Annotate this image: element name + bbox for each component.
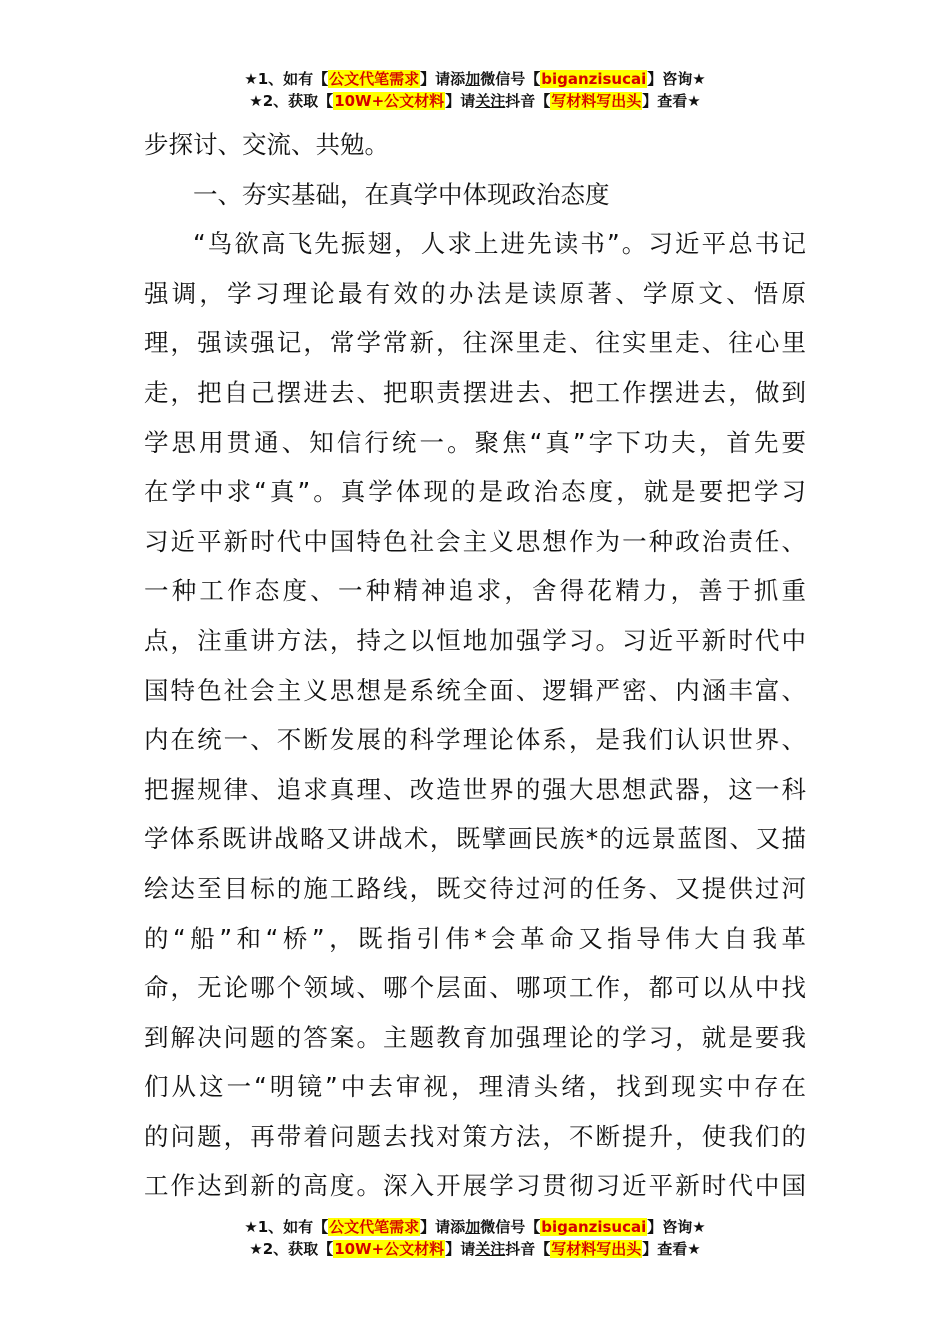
promo-text: 】咨询★ [647, 70, 706, 88]
promo-highlight: 公文代笔需求 [329, 70, 420, 88]
promo-emphasis: 加 [465, 70, 481, 88]
text-line: 绘达至目标的施工路线，既交待过河的任务、又提供过河 [144, 873, 806, 903]
promo-wechat-id: biganzisucai [541, 1218, 647, 1236]
text-line: 的“船”和“桥”，既指引伟*会革命又指导伟大自我革 [144, 923, 806, 953]
text-line: 在学中求“真”。真学体现的是政治态度，就是要把学习 [144, 477, 806, 507]
promo-text: 微信号【 [480, 70, 541, 88]
promo-text: ★2、获取【 [249, 1240, 334, 1258]
promo-text: 】查看★ [642, 92, 701, 110]
promo-text: 抖音【 [505, 92, 551, 110]
text-line: 到解决问题的答案。主题教育加强理论的学习，就是要我 [144, 1022, 806, 1052]
header-promo-banner [0, 68, 950, 112]
promo-text: 】请 [445, 1240, 476, 1258]
promo-text: 】咨询★ [647, 1218, 706, 1236]
promo-text: 微信号【 [480, 1218, 541, 1236]
text-line: 步探讨、交流、共勉。 [144, 130, 389, 159]
section-heading: 一、夯实基础，在真学中体现政治态度 [193, 179, 610, 209]
promo-douyin-id: 写材料写出头 [551, 92, 642, 110]
promo-line-1 [0, 1216, 950, 1238]
promo-text: 抖音【 [505, 1240, 551, 1258]
promo-text: ★2、获取【 [249, 92, 334, 110]
text-line: 习近平新时代中国特色社会主义思想作为一种政治责任、 [144, 526, 806, 556]
text-line: 命，无论哪个领域、哪个层面、哪项工作，都可以从中找 [144, 973, 806, 1003]
footer-promo-banner [0, 1216, 950, 1260]
promo-douyin-id: 写材料写出头 [551, 1240, 642, 1258]
document-body [144, 120, 806, 1211]
text-line: 走，把自己摆进去、把职责摆进去、把工作摆进去，做到 [144, 377, 806, 407]
promo-emphasis: 关注 [475, 1240, 506, 1258]
promo-text: 】请添 [420, 70, 466, 88]
text-line: 工作达到新的高度。深入开展学习贯彻习近平新时代中国 [144, 1171, 806, 1201]
promo-emphasis: 关注 [475, 92, 506, 110]
text-line: 强调，学习理论最有效的办法是读原著、学原文、悟原 [144, 278, 806, 308]
text-line: 学体系既讲战略又讲战术，既擘画民族*的远景蓝图、又描 [144, 824, 806, 854]
text-line: 国特色社会主义思想是系统全面、逻辑严密、内涵丰富、 [144, 675, 806, 705]
text-line: 一种工作态度、一种精神追求，舍得花精力，善于抓重 [144, 576, 806, 606]
text-line: 点，注重讲方法，持之以恒地加强学习。习近平新时代中 [144, 625, 806, 655]
promo-line-1 [0, 68, 950, 90]
text-line: 理，强读强记，常学常新，往深里走、往实里走、往心里 [144, 328, 806, 358]
promo-emphasis: 加 [465, 1218, 481, 1236]
text-line: “鸟欲高飞先振翅，人求上进先读书”。习近平总书记 [193, 229, 806, 259]
promo-highlight: 公文代笔需求 [329, 1218, 420, 1236]
promo-text: 】查看★ [642, 1240, 701, 1258]
text-line: 的问题，再带着问题去找对策方法，不断提升，使我们的 [144, 1121, 806, 1151]
text-line: 们从这一“明镜”中去审视，理清头绪，找到现实中存在 [144, 1072, 806, 1102]
promo-text: 】请添 [420, 1218, 466, 1236]
promo-text: ★1、如有【 [244, 1218, 329, 1236]
text-line: 学思用贯通、知信行统一。聚焦“真”字下功夫，首先要 [144, 427, 806, 457]
text-line: 把握规律、追求真理、改造世界的强大思想武器，这一科 [144, 774, 806, 804]
promo-text: ★1、如有【 [244, 70, 329, 88]
promo-highlight: 10W+公文材料 [334, 1240, 445, 1258]
promo-text: 】请 [445, 92, 476, 110]
text-line: 内在统一、不断发展的科学理论体系，是我们认识世界、 [144, 725, 806, 755]
promo-line-2 [0, 1238, 950, 1260]
promo-wechat-id: biganzisucai [541, 70, 647, 88]
promo-highlight: 10W+公文材料 [334, 92, 445, 110]
promo-line-2 [0, 90, 950, 112]
